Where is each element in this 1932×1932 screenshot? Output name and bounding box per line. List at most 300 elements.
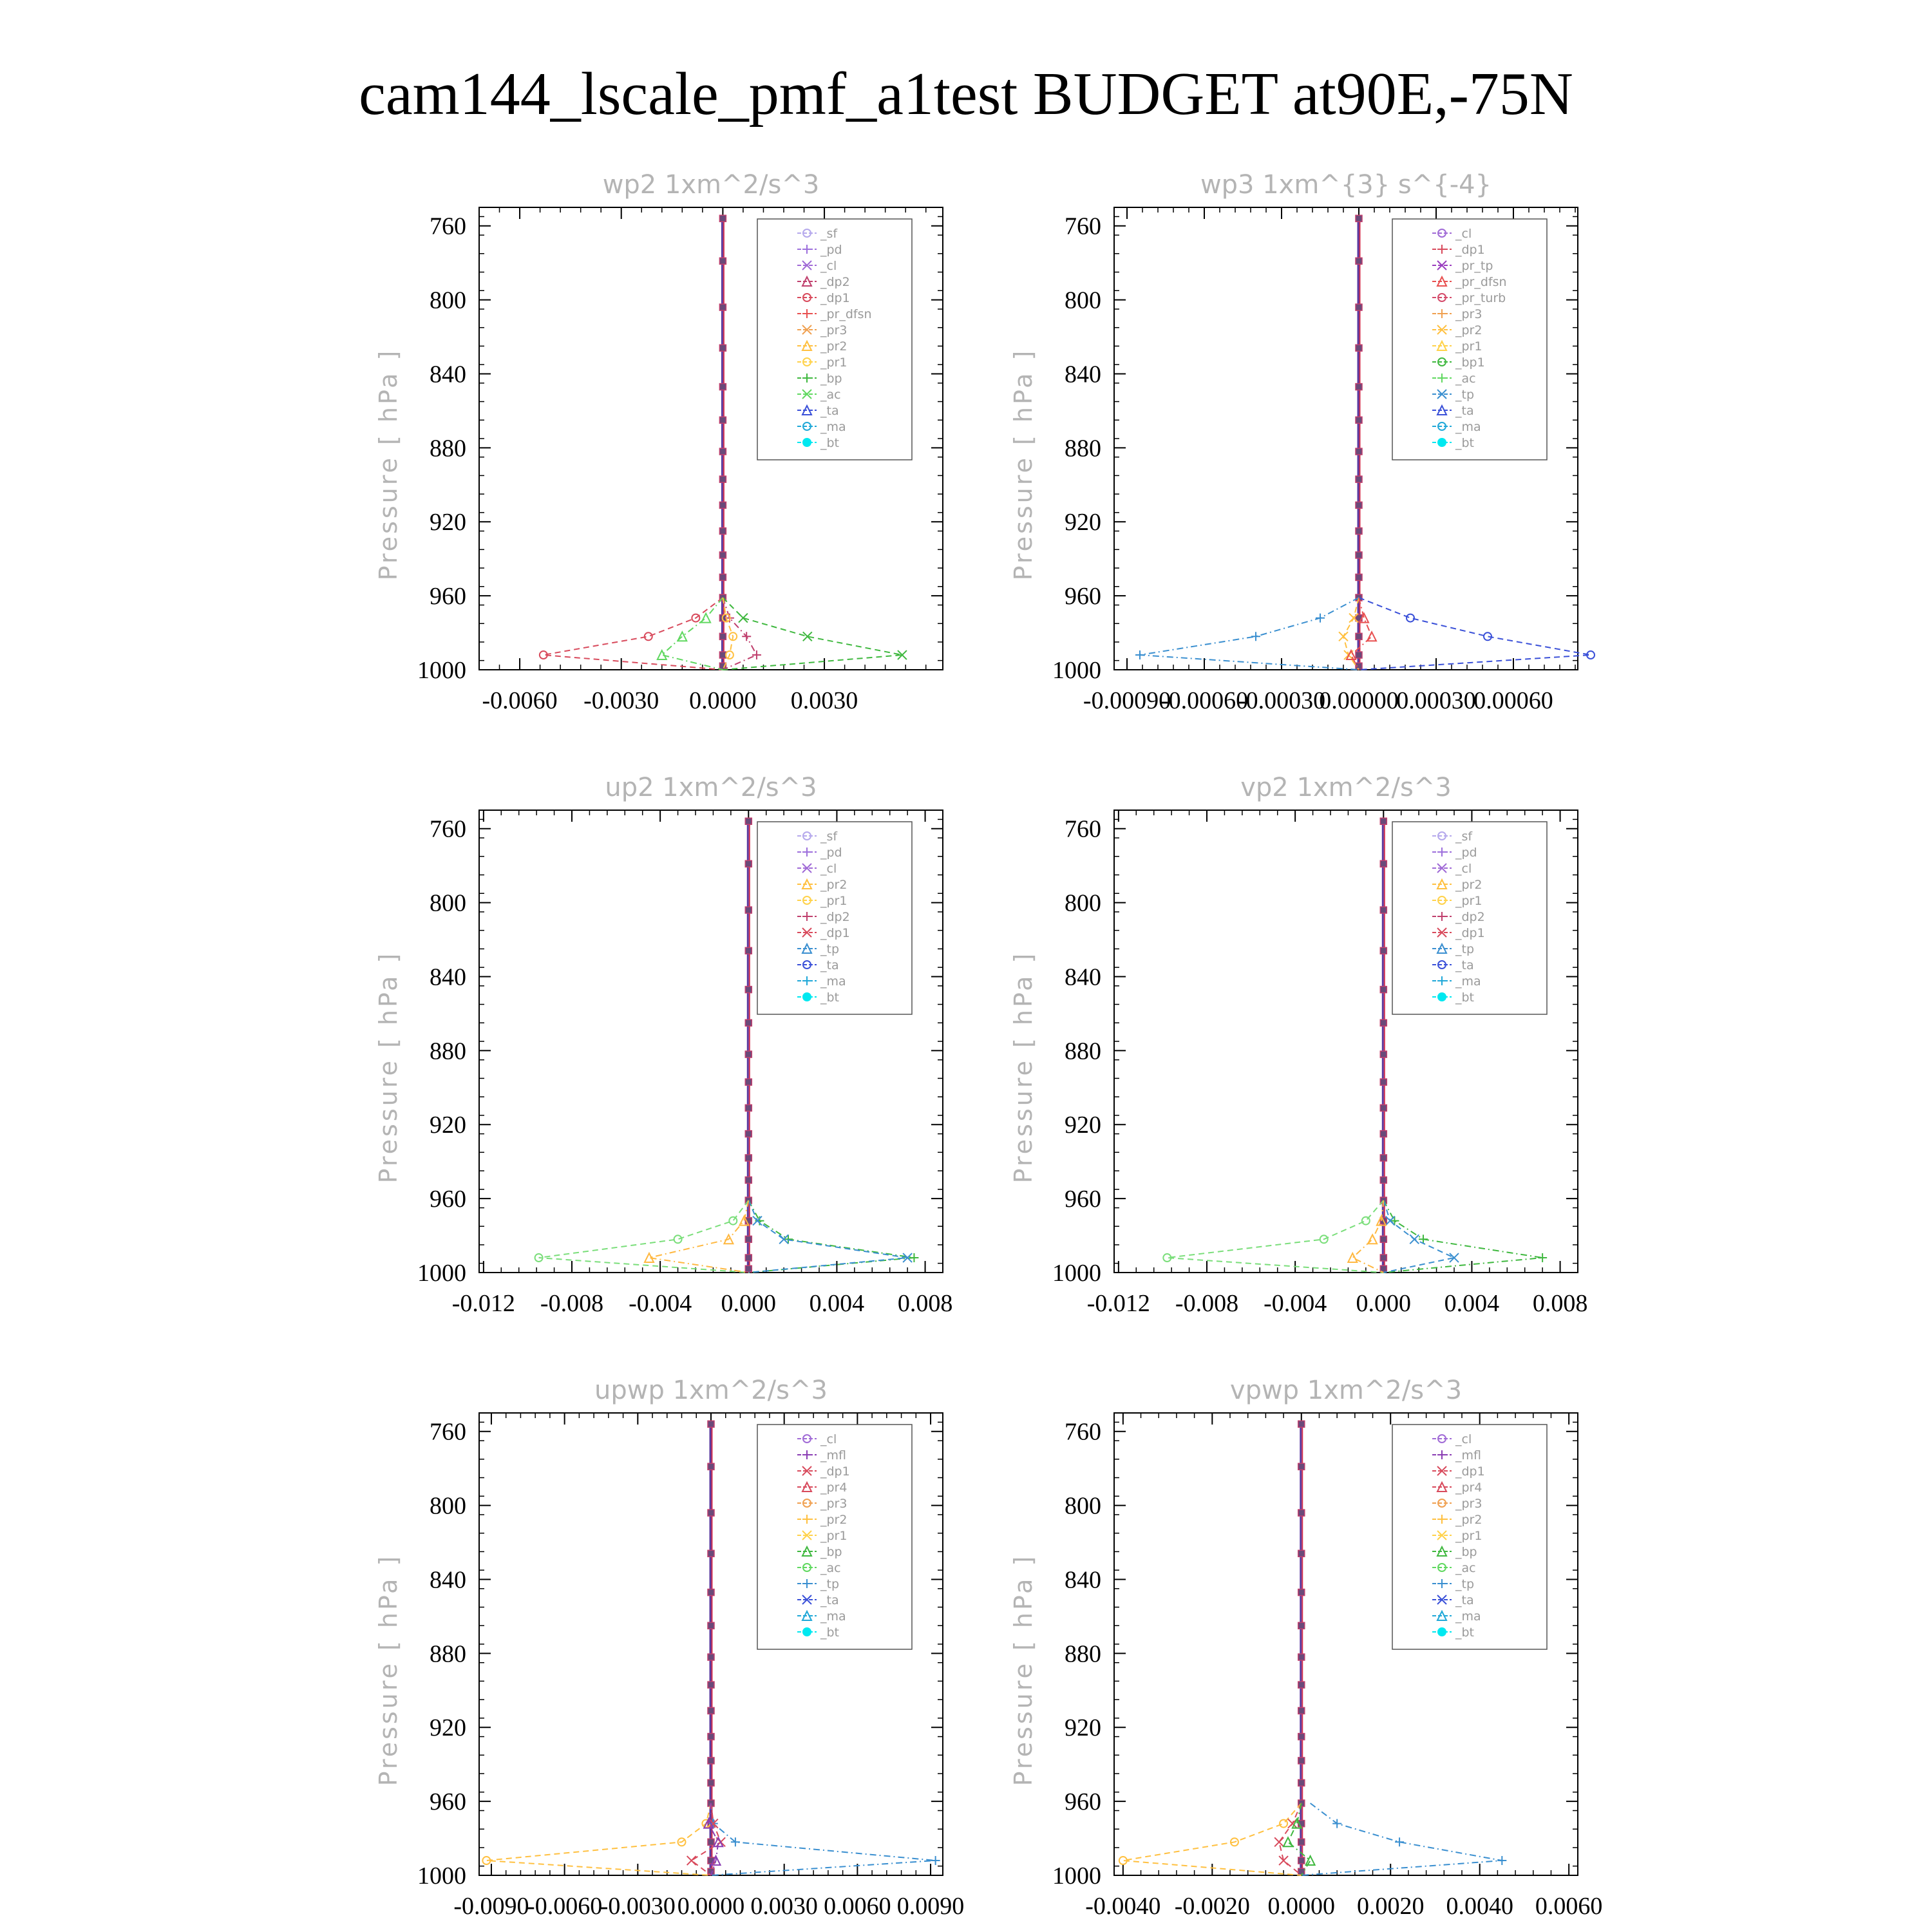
series-point-zero-bundle [1356, 502, 1362, 508]
x-tick-label: 0.0000 [689, 687, 757, 714]
x-tick-label: -0.0090 [453, 1893, 529, 1920]
series-point-zero-bundle [1298, 1622, 1305, 1629]
series-point-zero-bundle [719, 384, 726, 390]
series-point-_dp2 [1390, 1217, 1399, 1226]
series-point-zero-bundle [1298, 1779, 1305, 1786]
legend-entry-label: _bt [1455, 1625, 1475, 1640]
series-point-zero-bundle [1356, 652, 1362, 658]
series-point-zero-bundle [1356, 448, 1362, 455]
series-point-zero-bundle [708, 1734, 714, 1740]
legend-entry-label: _tp [820, 1577, 840, 1591]
series-point-zero-bundle [1298, 1681, 1305, 1688]
y-tick-label: 960 [430, 1186, 466, 1213]
x-tick-label: 0.008 [1532, 1290, 1588, 1317]
y-tick-label: 840 [430, 963, 466, 991]
y-tick-label: 880 [1065, 1037, 1101, 1065]
legend-entry-label: _pr1 [820, 894, 848, 908]
y-tick-label: 800 [430, 287, 466, 314]
series-line-_tp [711, 1803, 936, 1875]
legend-marker [802, 438, 811, 447]
series-point-zero-bundle [745, 1236, 752, 1242]
legend-entry-label: _pr2 [1455, 878, 1482, 892]
legend-entry-label: _pr3 [1455, 307, 1482, 321]
y-tick-label: 1000 [417, 657, 466, 684]
chart-panel-2 [374, 773, 952, 1317]
y-tick-label: 880 [1065, 1640, 1101, 1668]
legend-entry-label: _cl [1455, 227, 1472, 241]
series-point-zero-bundle [1380, 947, 1387, 954]
series-point-zero-bundle [1356, 384, 1362, 390]
x-tick-label: -0.008 [540, 1290, 604, 1317]
legend-entry-label: _pr_dfsn [1455, 275, 1507, 289]
series-point-zero-bundle [1298, 1857, 1305, 1864]
legend-entry-label: _cl [820, 259, 837, 273]
x-tick-label: -0.008 [1175, 1290, 1239, 1317]
x-tick-label: 0.0030 [750, 1893, 818, 1920]
legend-entry-label: _pr1 [820, 1529, 848, 1543]
series-point-zero-bundle [1380, 818, 1387, 824]
series-point-_pr2 [1280, 1820, 1287, 1828]
legend-entry-label: _bt [820, 436, 840, 450]
legend-marker [1437, 1627, 1446, 1636]
series-point-zero-bundle [719, 528, 726, 535]
series-point-zero-bundle [1356, 417, 1362, 423]
series-point-_pr_dfsn [1367, 632, 1376, 641]
legend-entry-label: _pr2 [1455, 323, 1482, 337]
series-line-_tp [1302, 1803, 1502, 1875]
legend-entry-label: _cl [820, 1432, 837, 1446]
series-point-_dp2 [742, 632, 751, 641]
legend-entry-label: _tp [1455, 388, 1475, 402]
legend-entry-label: _dp1 [820, 291, 850, 305]
series-point-zero-bundle [1380, 987, 1387, 993]
legend-entry-label: _ta [820, 958, 839, 972]
series-point-zero-bundle [1380, 1155, 1387, 1161]
series-point-zero-bundle [719, 476, 726, 482]
series-point-zero-bundle [1380, 1131, 1387, 1137]
series-point-_tp [1251, 632, 1260, 641]
legend-entry-label: _pr_tp [1455, 259, 1493, 273]
x-tick-label: -0.0060 [527, 1893, 603, 1920]
series-point-zero-bundle [1380, 1019, 1387, 1026]
y-tick-label: 1000 [417, 1862, 466, 1889]
x-tick-label: 0.0060 [824, 1893, 891, 1920]
series-point-zero-bundle [1380, 1104, 1387, 1111]
chart-panel-0 [374, 170, 943, 714]
series-point-zero-bundle [1298, 1550, 1305, 1557]
x-tick-label: 0.0090 [896, 1893, 965, 1920]
y-tick-label: 840 [430, 361, 466, 388]
series-line-_tp [1383, 1200, 1454, 1273]
y-tick-label: 800 [1065, 1492, 1101, 1520]
legend-entry-label: _ac [1455, 1561, 1476, 1575]
x-tick-label: 0.000 [721, 1290, 777, 1317]
x-tick-label: -0.0020 [1174, 1893, 1250, 1920]
legend-entry-label: _cl [1455, 862, 1472, 876]
series-point-_dp1 [1274, 1837, 1283, 1846]
y-tick-label: 760 [430, 815, 466, 843]
legend-entry-label: _bp1 [1455, 355, 1485, 370]
legend-entry-label: _ta [820, 1593, 839, 1607]
series-point-_bp [1306, 1856, 1315, 1865]
x-tick-label: -0.012 [451, 1290, 515, 1317]
y-tick-label: 800 [430, 889, 466, 917]
y-tick-label: 920 [430, 1112, 466, 1139]
series-point-zero-bundle [1380, 1236, 1387, 1242]
series-point-zero-bundle [708, 1839, 714, 1845]
y-tick-label: 800 [430, 1492, 466, 1520]
x-tick-label: 0.00000 [1319, 687, 1399, 714]
series-point-zero-bundle [708, 1510, 714, 1516]
legend-entry-label: _dp1 [1455, 1464, 1485, 1479]
legend-entry-label: _pr3 [1455, 1497, 1482, 1511]
chart-panel-5 [1009, 1376, 1602, 1920]
series-point-zero-bundle [708, 1681, 714, 1688]
x-tick-label: -0.0060 [482, 687, 558, 714]
x-tick-label: -0.00090 [1083, 687, 1171, 714]
legend-entry-label: _pd [820, 846, 842, 860]
series-point-zero-bundle [708, 1421, 714, 1427]
legend-entry-label: _bt [1455, 436, 1475, 450]
legend-entry-label: _bp [820, 1545, 842, 1559]
y-tick-label: 1000 [1052, 1260, 1101, 1287]
legend-marker [1437, 438, 1446, 447]
y-tick-label: 760 [430, 213, 466, 240]
legend-entry-label: _bt [820, 1625, 840, 1640]
legend-entry-label: _tp [1455, 1577, 1475, 1591]
legend-entry-label: _dp1 [820, 1464, 850, 1479]
legend-entry-label: _pd [820, 243, 842, 257]
series-point-zero-bundle [708, 1550, 714, 1557]
legend-entry-label: _cl [820, 862, 837, 876]
x-tick-label: 0.0040 [1446, 1893, 1513, 1920]
y-tick-label: 840 [430, 1566, 466, 1594]
series-point-_dp1 [729, 1217, 737, 1225]
legend-entry-label: _pr4 [820, 1481, 848, 1495]
x-tick-label: 0.008 [897, 1290, 953, 1317]
y-tick-label: 760 [430, 1418, 466, 1446]
legend-entry-label: _pr3 [820, 1497, 848, 1511]
panel-title: vp2 1xm^2/s^3 [1240, 773, 1452, 802]
panel-title: wp3 1xm^{3} s^{-4} [1200, 170, 1492, 200]
series-point-_tp [931, 1856, 940, 1865]
series-point-zero-bundle [1380, 1079, 1387, 1085]
series-point-zero-bundle [719, 552, 726, 558]
legend-entry-label: _dp1 [1455, 926, 1485, 940]
legend-entry-label: _ma [820, 420, 846, 434]
x-tick-label: 0.004 [1444, 1290, 1500, 1317]
series-point-zero-bundle [719, 258, 726, 264]
legend-entry-label: _sf [1455, 829, 1473, 844]
series-point-zero-bundle [1298, 1707, 1305, 1714]
series-point-_dp2 [755, 1217, 764, 1226]
series-line-_dp1 [544, 598, 723, 670]
series-point-zero-bundle [708, 1757, 714, 1764]
y-tick-label: 880 [430, 1037, 466, 1065]
legend-entry-label: _ma [820, 1609, 846, 1624]
y-tick-label: 960 [430, 583, 466, 611]
y-tick-label: 960 [1065, 1186, 1101, 1213]
legend-entry-label: _pr2 [1455, 1513, 1482, 1527]
x-tick-label: -0.0030 [600, 1893, 676, 1920]
y-tick-label: 920 [1065, 509, 1101, 536]
y-tick-label: 960 [1065, 583, 1101, 611]
series-point-_dp1 [1279, 1856, 1288, 1865]
series-point-_bp [1283, 1837, 1293, 1846]
y-tick-label: 1000 [1052, 1862, 1101, 1889]
figure-title: cam144_lscale_pmf_a1test BUDGET at90E,-75N [359, 61, 1573, 128]
series-point-_pr2 [1339, 632, 1348, 641]
legend-entry-label: _dp2 [1455, 910, 1485, 924]
series-line-_tp [748, 1200, 907, 1273]
series-point-zero-bundle [1298, 1839, 1305, 1845]
series-point-zero-bundle [1298, 1757, 1305, 1764]
y-tick-label: 920 [1065, 1112, 1101, 1139]
chart-panel-3 [1009, 773, 1587, 1317]
series-point-_tp [1316, 614, 1325, 623]
series-point-_tp [1497, 1856, 1506, 1865]
series-point-zero-bundle [719, 345, 726, 351]
legend-entry-label: _pr_turb [1455, 291, 1506, 305]
legend-entry-label: _ta [1455, 404, 1474, 418]
chart-panel-4 [374, 1376, 964, 1920]
y-tick-label: 960 [1065, 1788, 1101, 1816]
y-tick-label: 760 [1065, 213, 1101, 240]
series-point-zero-bundle [745, 1079, 752, 1085]
y-axis-label: Pressure [ hPa ] [1009, 951, 1037, 1184]
panel-title: vpwp 1xm^2/s^3 [1229, 1376, 1463, 1405]
legend-entry-label: _dp2 [820, 275, 850, 289]
series-line-_tp [1140, 598, 1359, 670]
series-point-zero-bundle [1298, 1734, 1305, 1740]
series-point-zero-bundle [745, 1051, 752, 1057]
series-line-_pr2 [486, 1803, 711, 1875]
series-point-zero-bundle [1356, 345, 1362, 351]
series-point-_ac [658, 650, 667, 659]
y-axis-label: Pressure [ hPa ] [1009, 348, 1037, 581]
series-point-_tp [1135, 650, 1144, 659]
series-point-_bp [739, 614, 748, 623]
series-point-_dp2 [1538, 1253, 1547, 1262]
series-point-_dp1 [687, 1856, 696, 1865]
series-point-zero-bundle [708, 1463, 714, 1470]
series-line-_dp2 [1383, 1200, 1542, 1273]
series-point-zero-bundle [1356, 552, 1362, 558]
y-tick-label: 920 [1065, 1714, 1101, 1742]
series-point-zero-bundle [719, 574, 726, 580]
legend-entry-label: _pr2 [820, 1513, 848, 1527]
series-point-_dp2 [752, 650, 761, 659]
series-point-_tp [1395, 1837, 1404, 1846]
x-tick-label: -0.0030 [583, 687, 659, 714]
series-point-zero-bundle [745, 1255, 752, 1261]
series-line-_ta [1359, 598, 1591, 670]
legend-entry-label: _tp [1455, 942, 1475, 956]
series-line-_bp [723, 598, 902, 670]
legend-marker [802, 992, 811, 1001]
series-point-zero-bundle [1298, 1463, 1305, 1470]
panel-title: upwp 1xm^2/s^3 [594, 1376, 828, 1405]
x-tick-label: 0.000 [1356, 1290, 1412, 1317]
legend-entry-label: _sf [820, 829, 838, 844]
series-point-zero-bundle [719, 448, 726, 455]
x-tick-label: -0.004 [629, 1290, 692, 1317]
series-point-zero-bundle [1380, 907, 1387, 913]
series-point-zero-bundle [1298, 1868, 1305, 1875]
legend-entry-label: _bp [820, 372, 842, 386]
legend-entry-label: _mfl [820, 1448, 846, 1463]
series-point-zero-bundle [745, 1104, 752, 1111]
series-point-zero-bundle [708, 1589, 714, 1596]
legend-entry-label: _ta [820, 404, 839, 418]
series-point-zero-bundle [745, 1155, 752, 1161]
legend-entry-label: _ma [820, 974, 846, 989]
x-tick-label: 0.00060 [1473, 687, 1553, 714]
series-point-zero-bundle [745, 1019, 752, 1026]
series-line-_dp1 [539, 1200, 749, 1273]
y-tick-label: 840 [1065, 1566, 1101, 1594]
series-point-zero-bundle [708, 1622, 714, 1629]
series-point-zero-bundle [745, 1177, 752, 1183]
y-tick-label: 920 [430, 1714, 466, 1742]
x-tick-label: 0.0020 [1356, 1893, 1425, 1920]
series-point-zero-bundle [1380, 860, 1387, 867]
series-point-zero-bundle [1356, 476, 1362, 482]
legend-entry-label: _bt [820, 990, 840, 1005]
legend-entry-label: _dp2 [820, 910, 850, 924]
legend-entry-label: _ac [1455, 372, 1476, 386]
y-tick-label: 920 [430, 509, 466, 536]
legend-entry-label: _pr2 [820, 339, 848, 354]
x-tick-label: -0.00060 [1160, 687, 1249, 714]
series-line-_pr2 [649, 1200, 748, 1273]
legend-entry-label: _dp1 [820, 926, 850, 940]
panel-title: wp2 1xm^2/s^3 [602, 170, 820, 200]
series-point-zero-bundle [719, 502, 726, 508]
series-point-zero-bundle [745, 860, 752, 867]
series-point-zero-bundle [745, 987, 752, 993]
legend-entry-label: _pr2 [820, 878, 848, 892]
legend-entry-label: _ma [1455, 974, 1481, 989]
y-tick-label: 1000 [417, 1260, 466, 1287]
series-point-zero-bundle [1356, 215, 1362, 222]
legend-entry-label: _bt [1455, 990, 1475, 1005]
series-point-zero-bundle [745, 1265, 752, 1272]
legend-marker [1437, 992, 1446, 1001]
series-point-zero-bundle [745, 1131, 752, 1137]
series-point-zero-bundle [719, 304, 726, 310]
series-point-_dp2 [784, 1235, 793, 1244]
series-point-zero-bundle [1298, 1589, 1305, 1596]
y-tick-label: 880 [430, 1640, 466, 1668]
legend-entry-label: _pr1 [1455, 339, 1482, 354]
legend-entry-label: _bp [1455, 1545, 1477, 1559]
y-tick-label: 840 [1065, 361, 1101, 388]
y-tick-label: 880 [430, 435, 466, 462]
series-point-_ac [677, 632, 687, 641]
legend-entry-label: _pr1 [1455, 894, 1482, 908]
series-point-zero-bundle [1356, 258, 1362, 264]
legend-entry-label: _pr1 [820, 355, 848, 370]
series-point-zero-bundle [1356, 528, 1362, 535]
legend-entry-label: _ma [1455, 1609, 1481, 1624]
x-tick-label: 0.0060 [1535, 1893, 1603, 1920]
x-tick-label: 0.004 [809, 1290, 865, 1317]
x-tick-label: -0.004 [1264, 1290, 1327, 1317]
series-point-zero-bundle [719, 215, 726, 222]
series-line-_ac [662, 598, 723, 670]
legend-marker [802, 1627, 811, 1636]
y-axis-label: Pressure [ hPa ] [374, 951, 402, 1184]
y-tick-label: 800 [1065, 889, 1101, 917]
y-axis-label: Pressure [ hPa ] [1009, 1553, 1037, 1786]
legend-entry-label: _ta [1455, 1593, 1474, 1607]
x-tick-label: -0.00030 [1237, 687, 1326, 714]
y-tick-label: 800 [1065, 287, 1101, 314]
legend-entry-label: _dp1 [1455, 243, 1485, 257]
series-point-zero-bundle [719, 633, 726, 639]
legend-entry-label: _pr_dfsn [820, 307, 872, 321]
panel-title: up2 1xm^2/s^3 [605, 773, 817, 802]
series-point-_tp [1410, 1235, 1419, 1244]
series-point-zero-bundle [719, 417, 726, 423]
legend-entry-label: _ma [1455, 420, 1481, 434]
legend-entry-label: _pr4 [1455, 1481, 1482, 1495]
x-tick-label: -0.0040 [1085, 1893, 1161, 1920]
series-point-zero-bundle [1380, 1051, 1387, 1057]
y-tick-label: 960 [430, 1788, 466, 1816]
x-tick-label: 0.0030 [790, 687, 858, 714]
series-point-zero-bundle [1380, 1255, 1387, 1261]
legend-entry-label: _pr1 [1455, 1529, 1482, 1543]
legend-entry-label: _pr3 [820, 323, 848, 337]
series-point-_pr2 [1348, 1253, 1357, 1262]
legend-entry-label: _ta [1455, 958, 1474, 972]
x-tick-label: -0.012 [1086, 1290, 1150, 1317]
series-point-zero-bundle [1298, 1654, 1305, 1660]
y-axis-label: Pressure [ hPa ] [374, 348, 402, 581]
series-point-zero-bundle [1356, 304, 1362, 310]
legend-entry-label: _sf [820, 227, 838, 241]
y-tick-label: 840 [1065, 963, 1101, 991]
legend-entry-label: _mfl [1455, 1448, 1481, 1463]
series-point-zero-bundle [1356, 633, 1362, 639]
legend-entry-label: _ac [820, 1561, 841, 1575]
series-point-zero-bundle [708, 1707, 714, 1714]
series-point-_pr2 [1368, 1235, 1377, 1244]
x-tick-label: 0.00030 [1396, 687, 1476, 714]
y-tick-label: 760 [1065, 1418, 1101, 1446]
x-tick-label: 0.0000 [1267, 1893, 1336, 1920]
series-point-_dp1 [674, 1235, 682, 1243]
y-axis-label: Pressure [ hPa ] [374, 1553, 402, 1786]
series-point-zero-bundle [745, 947, 752, 954]
series-point-zero-bundle [719, 652, 726, 658]
series-point-zero-bundle [745, 907, 752, 913]
series-point-zero-bundle [1380, 1177, 1387, 1183]
y-tick-label: 880 [1065, 435, 1101, 462]
y-tick-label: 760 [1065, 815, 1101, 843]
series-point-zero-bundle [1298, 1421, 1305, 1427]
series-point-zero-bundle [708, 1654, 714, 1660]
series-point-_ac [701, 614, 710, 623]
legend-entry-label: _ac [820, 388, 841, 402]
chart-panel-1 [1009, 170, 1595, 714]
legend-entry-label: _tp [820, 942, 840, 956]
series-point-zero-bundle [708, 1779, 714, 1786]
series-point-zero-bundle [1356, 574, 1362, 580]
series-point-zero-bundle [1298, 1510, 1305, 1516]
